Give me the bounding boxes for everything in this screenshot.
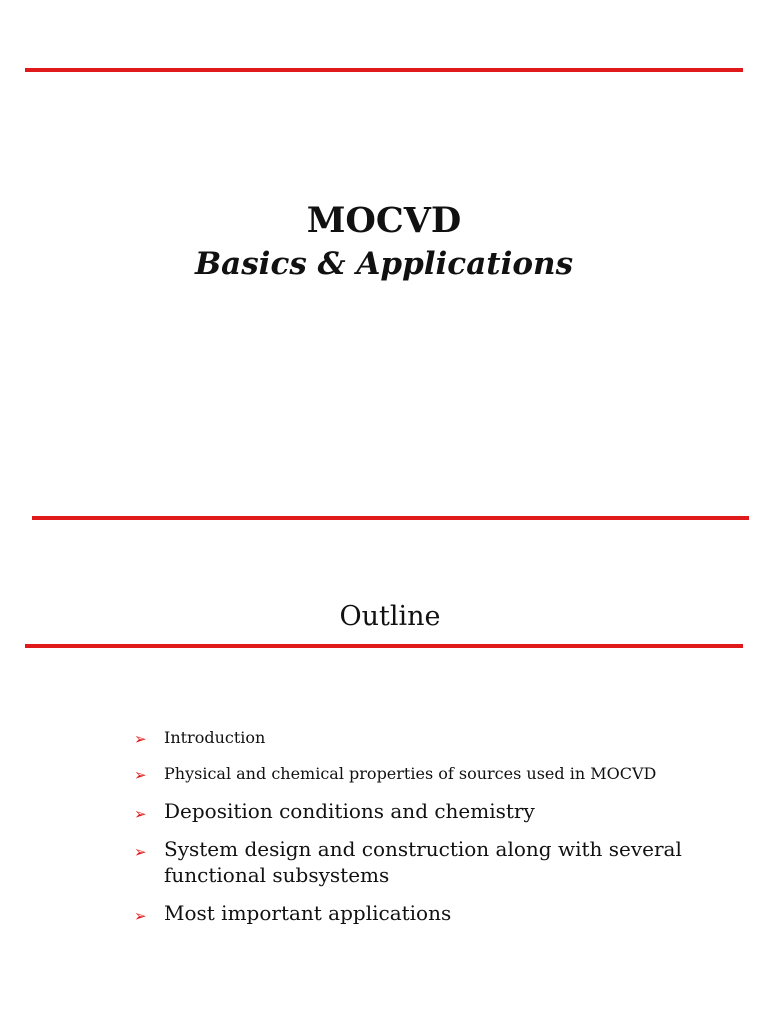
top-divider	[25, 68, 743, 72]
outline-item-label: Most important applications	[164, 901, 452, 925]
outline-item-label: Deposition conditions and chemistry	[164, 799, 535, 823]
arrowhead-bullet-icon: ➢	[134, 730, 147, 748]
outline-item-deposition	[134, 798, 734, 824]
outline-item-sources	[134, 762, 734, 786]
outline-item-system-design	[134, 836, 734, 888]
slide-subtitle: Basics & Applications	[194, 246, 574, 282]
slide-title: MOCVD	[306, 200, 462, 241]
outline-item-label: System design and construction along with several functional subsystems	[164, 837, 682, 887]
arrowhead-bullet-icon: ➢	[134, 766, 147, 784]
arrowhead-bullet-icon: ➢	[134, 907, 147, 925]
outline-divider	[25, 644, 743, 648]
outline-item-label: Physical and chemical properties of sources used in MOCVD	[164, 764, 657, 783]
outline-item-introduction	[134, 726, 734, 750]
outline-item-applications	[134, 900, 734, 926]
outline-heading: Outline	[339, 601, 441, 632]
arrowhead-bullet-icon: ➢	[134, 805, 147, 823]
outline-item-label: Introduction	[164, 728, 266, 747]
arrowhead-bullet-icon: ➢	[134, 843, 147, 861]
outline-list	[134, 726, 734, 938]
slide-separator	[32, 516, 749, 520]
